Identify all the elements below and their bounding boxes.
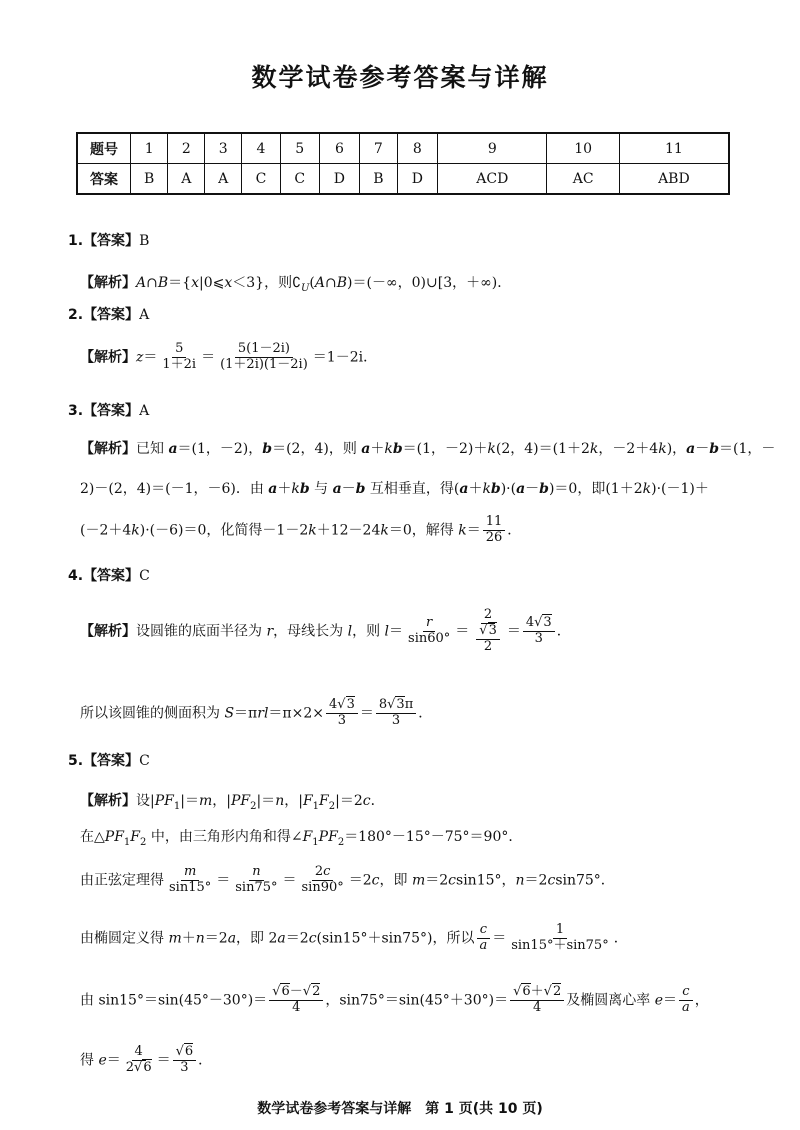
table-cell: 10 — [547, 133, 619, 164]
table-cell: 9 — [438, 133, 547, 164]
analysis-label: 【解析】 — [80, 275, 136, 291]
q4-analysis-line2: 所以该圆锥的侧面积为 S＝πrl＝π×2× $\frac{4√3}{3}$ ＝ $\frac{8√3\pi}{3}$ ． — [80, 697, 433, 728]
page-title: 数学试卷参考答案与详解 — [251, 63, 549, 92]
q3-answer-line — [68, 400, 149, 420]
q2-number: 2. — [68, 307, 84, 323]
analysis-label: 【解析】 — [80, 349, 136, 366]
answer-label: 【答案】 — [83, 753, 140, 769]
page-footer: 数学试卷参考答案与详解 第 1 页(共 10 页) — [257, 1101, 543, 1117]
table-cell: 8 — [397, 133, 438, 164]
q3-analysis-line3: (－2＋4k)·(－6)＝0，化简得－1－2k＋12－24k＝0，解得 k＝ $\frac{11}{26}$ ． — [80, 514, 522, 545]
q2-answer-line — [68, 304, 149, 324]
q5-analysis-line6: 得 e＝ $\frac{4}{2√6}$ ＝ $\frac{√6}{3}$ ． — [80, 1044, 213, 1075]
q5-analysis-line3: 由正弦定理得 $\frac{m}{\sin 15^\circ}$ ＝ $\frac{n}{\sin 75^\circ}$ ＝ $\frac{2c}{\sin 90^\circ}$ ＝2c，即 m＝2csin15°，n＝2csin75°． — [80, 864, 615, 895]
table-cell: 6 — [319, 133, 360, 164]
q5-analysis-line1: 【解析】设$|PF_1|=m$，$|PF_2|=n$，$|F_1F_2|=2c$． — [80, 793, 385, 812]
table-cell: 7 — [360, 133, 397, 164]
table-cell: 1 — [131, 133, 168, 164]
table-cell: 4 — [242, 133, 281, 164]
table-cell: C — [280, 164, 319, 195]
answer-label: 【答案】 — [83, 307, 140, 323]
analysis-label: 【解析】 — [80, 623, 136, 640]
table-cell: 5 — [280, 133, 319, 164]
analysis-label: 【解析】 — [80, 441, 136, 457]
table-row-answers — [77, 164, 729, 195]
table-cell: 3 — [205, 133, 242, 164]
q5-analysis-line2: 在$\triangle PF_1F_2$ 中，由三角形内角和得$\angle F_1PF_2=180^\circ-15^\circ-75^\circ=90^\circ$． — [80, 829, 523, 848]
answer-table — [76, 132, 730, 195]
q3-analysis-line2: 2)－(2，4)＝(－1，－6)．由 a＋kb 与 a－b 互相垂直，得(a＋kb)·(a－b)＝0，即(1＋2k)·(－1)＋ — [80, 481, 709, 497]
table-cell: D — [319, 164, 360, 195]
table-cell: C — [242, 164, 281, 195]
q1-analysis: 【解析】A∩B＝{x|0⩽x＜3}，则$∁_U(A\cap B)=(-\infty$，0)∪[3，＋∞)． — [80, 275, 512, 294]
answer-label: 【答案】 — [83, 233, 140, 249]
q5-analysis-line4: 由椭圆定义得 m＋n＝2a，即 2a＝2c(sin15°＋sin75°)，所以 $\frac{c}{a}$ ＝ $\frac{1}{\sin 15^\circ+\sin 75^\circ}$ ． — [80, 922, 628, 953]
table-row-numbers — [77, 133, 729, 164]
q4-analysis-line1: 【解析】设圆锥的底面半径为 r，母线长为 l，则 l＝ $\frac{r}{\sin 60^\circ}$ ＝ $\frac{2}{\frac{√3}{2}}$ ＝ $\frac{4√3}{3}$ ． — [80, 607, 571, 654]
q4-answer: C — [139, 568, 150, 584]
table-cell: 11 — [619, 133, 729, 164]
q1-number: 1. — [68, 233, 84, 249]
q3-analysis-line1: 【解析】已知 a＝(1，－2)，b＝(2，4)，则 a＋kb＝(1，－2)＋k(2，4)＝(1＋2k，－2＋4k)，a－b＝(1，－ — [80, 441, 776, 457]
q3-number: 3. — [68, 403, 84, 419]
q2-analysis: 【解析】z＝ $\frac{5}{1+2i}$ ＝ $\frac{5(1-2i)}{(1+2i)(1-2i)}$ ＝1－2i． — [80, 341, 378, 372]
table-cell: A — [168, 164, 205, 195]
table-cell: ABD — [619, 164, 729, 195]
table-cell: B — [360, 164, 397, 195]
q4-number: 4. — [68, 568, 84, 584]
table-cell: AC — [547, 164, 619, 195]
table-cell: A — [205, 164, 242, 195]
table-cell: B — [131, 164, 168, 195]
answer-label: 【答案】 — [83, 403, 140, 419]
q5-answer: C — [139, 753, 150, 769]
q4-answer-line — [68, 565, 150, 585]
q2-answer: A — [139, 307, 150, 323]
q5-number: 5. — [68, 753, 84, 769]
q3-answer: A — [139, 403, 150, 419]
table-cell: ACD — [438, 164, 547, 195]
q1-answer: B — [139, 233, 150, 249]
table-cell: 2 — [168, 133, 205, 164]
table-header-label: 题号 — [77, 133, 131, 164]
q5-analysis-line5: 由 sin15°＝sin(45°－30°)＝ $\frac{√6-√2}{4}$ ，sin75°＝sin(45°＋30°)＝ $\frac{√6+√2}{4}$ 及椭圆离心率 e＝ $\frac{c}{a}$ ， — [80, 984, 709, 1015]
q1-answer-line — [68, 230, 149, 250]
table-answer-label: 答案 — [77, 164, 131, 195]
q5-answer-line — [68, 750, 150, 770]
analysis-label: 【解析】 — [80, 793, 136, 809]
answer-label: 【答案】 — [83, 568, 140, 584]
table-cell: D — [397, 164, 438, 195]
